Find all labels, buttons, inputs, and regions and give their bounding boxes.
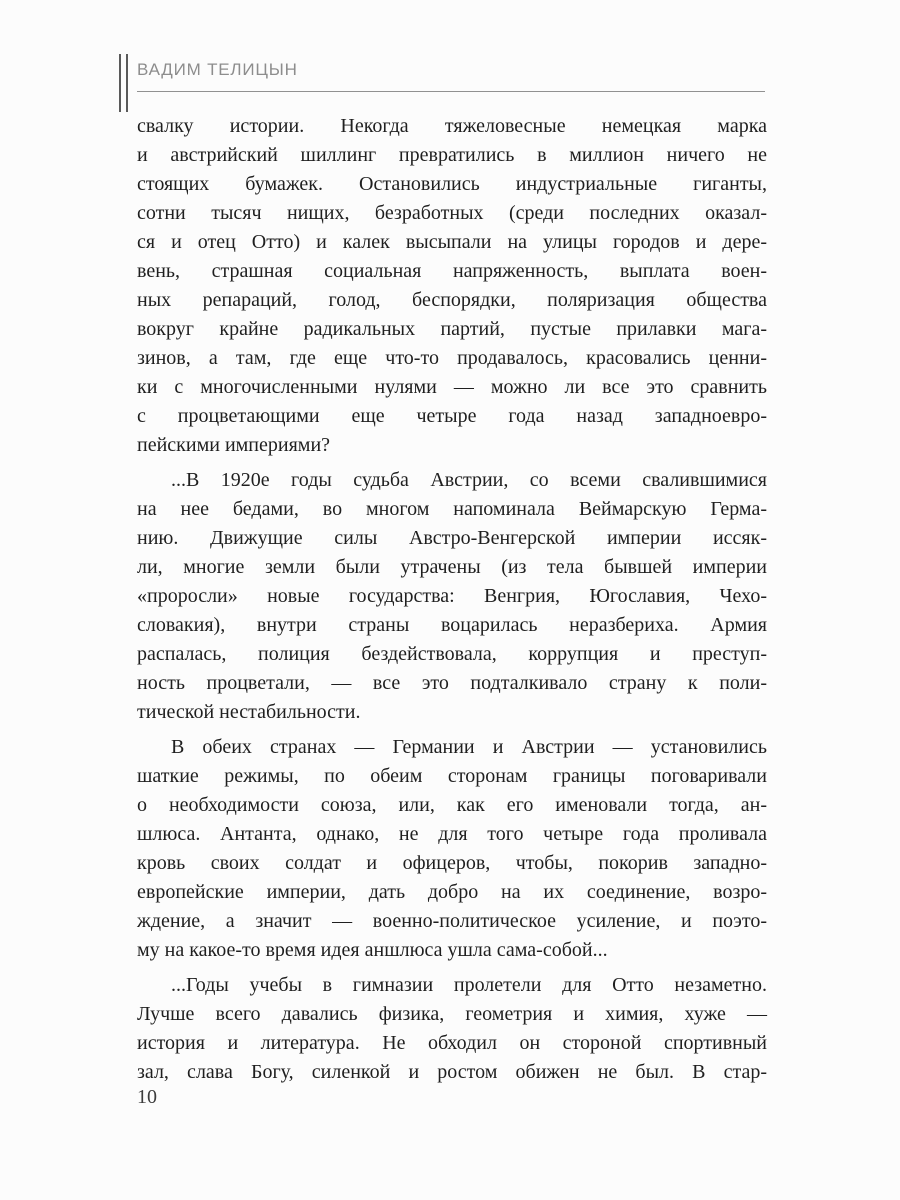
text-line: Лучше всего давались физика, геометрия и химия, хуже — xyxy=(137,1003,767,1025)
body-text xyxy=(137,112,767,1087)
text-line: и австрийский шиллинг превратились в миллион ничего не xyxy=(137,144,767,166)
paragraph xyxy=(137,112,767,460)
text-line: В обеих странах — Германии и Австрии — установились xyxy=(171,736,767,758)
text-line: свалку истории. Некогда тяжеловесные немецкая марка xyxy=(137,115,767,137)
text-line: ...Годы учебы в гимназии пролетели для Отто незаметно. xyxy=(171,974,767,996)
running-header-author: ВАДИМ ТЕЛИЦЫН xyxy=(137,60,298,79)
text-line: му на какое-то время идея аншлюса ушла сама-собой... xyxy=(137,939,608,961)
text-line: вень, страшная социальная напряженность, выплата воен- xyxy=(137,260,767,282)
paragraph xyxy=(137,733,767,965)
text-line: кровь своих солдат и офицеров, чтобы, покорив западно- xyxy=(137,852,767,874)
text-line: вокруг крайне радикальных партий, пустые прилавки мага- xyxy=(137,318,767,340)
text-line: ки с многочисленными нулями — можно ли все это сравнить xyxy=(137,376,767,398)
text-line: стоящих бумажек. Остановились индустриальные гиганты, xyxy=(137,173,767,195)
text-line: ность процветали, — все это подталкивало страну к поли- xyxy=(137,672,767,694)
text-line: с процветающими еще четыре года назад западноевро- xyxy=(137,405,767,427)
header-decoration-bars xyxy=(119,54,128,112)
text-line: словакия), внутри страны воцарилась неразбериха. Армия xyxy=(137,614,767,636)
text-line: на нее бедами, во многом напоминала Веймарскую Герма- xyxy=(137,498,767,520)
text-line: европейские империи, дать добро на их соединение, возро- xyxy=(137,881,767,903)
page-number: 10 xyxy=(137,1086,157,1108)
text-line: ся и отец Отто) и калек высыпали на улицы городов и дере- xyxy=(137,231,767,253)
header-rule xyxy=(137,91,765,92)
text-line: шаткие режимы, по обеим сторонам границы поговаривали xyxy=(137,765,767,787)
text-line: зинов, а там, где еще что-то продавалось, красовались ценни- xyxy=(137,347,767,369)
text-line: о необходимости союза, или, как его именовали тогда, ан- xyxy=(137,794,767,816)
text-line: шлюса. Антанта, однако, не для того четыре года проливала xyxy=(137,823,767,845)
paragraph xyxy=(137,971,767,1087)
text-line: история и литература. Не обходил он стороной спортивный xyxy=(137,1032,767,1054)
paragraph xyxy=(137,466,767,727)
text-line: распалась, полиция бездействовала, коррупция и преступ- xyxy=(137,643,767,665)
text-line: сотни тысяч нищих, безработных (среди последних оказал- xyxy=(137,202,767,224)
text-line: пейскими империями? xyxy=(137,434,331,456)
text-line: ных репараций, голод, беспорядки, поляризация общества xyxy=(137,289,767,311)
text-line: нию. Движущие силы Австро-Венгерской империи иссяк- xyxy=(137,527,767,549)
text-line: тической нестабильности. xyxy=(137,701,361,723)
text-line: ждение, а значит — военно-политическое усиление, и поэто- xyxy=(137,910,767,932)
text-line: «проросли» новые государства: Венгрия, Югославия, Чехо- xyxy=(137,585,767,607)
text-line: зал, слава Богу, силенкой и ростом обижен не был. В стар- xyxy=(137,1061,767,1083)
text-line: ли, многие земли были утрачены (из тела бывшей империи xyxy=(137,556,767,578)
text-line: ...В 1920е годы судьба Австрии, со всеми свалившимися xyxy=(171,469,767,491)
